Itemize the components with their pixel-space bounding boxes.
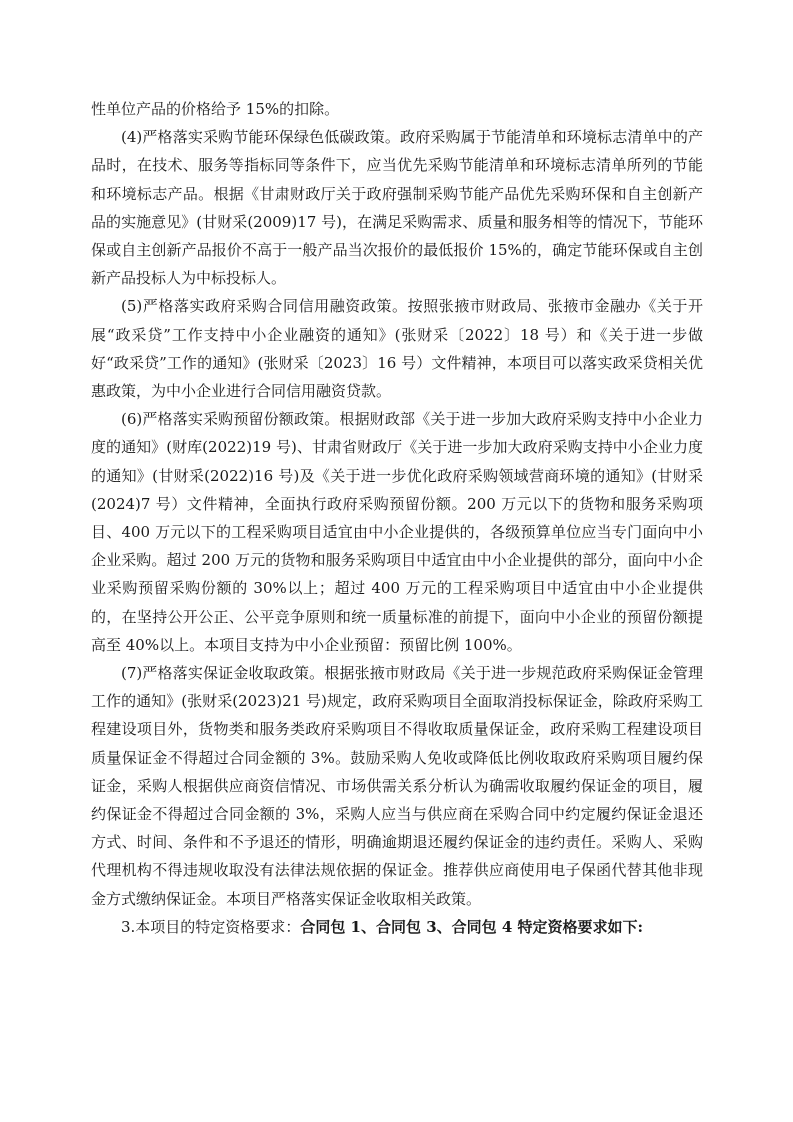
- document-body: [91, 95, 703, 941]
- paragraph-reserved-share-policy: (6)严格落实采购预留份额政策。根据财政部《关于进一步加大政府采购支持中小企业力度的通知》(财库(2022)19 号)、甘肃省财政厅《关于进一步加大政府采购支持中小企业力度的通知》(甘财采(2022)16 号)及《关于进一步优化政府采购领域营商环境的通知》(甘财采(2024)7 号）文件精神，全面执行政府采购预留份额。200 万元以下的货物和服务采购项目、400 万元以下的工程采购项目适宜由中小企业提供的，各级预算单位应当专门面向中小企业采购。超过 200 万元的货物和服务采购项目中适宜由中小企业提供的部分，面向中小企业采购预留采购份额的 30%以上；超过 400 万元的工程采购项目中适宜由中小企业提供的，在坚持公开公正、公平竞争原则和统一质量标准的前提下，面向中小企业的预留份额提高至 40%以上。本项目支持为中小企业预留：预留比例 100%。: [91, 410, 703, 654]
- requirement-prefix: 3.本项目的特定资格要求：: [121, 917, 301, 936]
- paragraph-energy-saving-policy: (4)严格落实采购节能环保绿色低碳政策。政府采购属于节能清单和环境标志清单中的产品时，在技术、服务等指标同等条件下，应当优先采购节能清单和环境标志清单所列的节能和环境标志产品。根据《甘肃财政厅关于政府强制采购节能产品优先采购环保和自主创新产品的实施意见》(甘财采(2009)17 号)，在满足采购需求、质量和服务相等的情况下，节能环保或自主创新产品报价不高于一般产品当次报价的最低报价 15%的，确定节能环保或自主创新产品投标人为中标投标人。: [91, 128, 703, 288]
- paragraph-credit-financing-policy: (5)严格落实政府采购合同信用融资政策。按照张掖市财政局、张掖市金融办《关于开展“政采贷”工作支持中小企业融资的通知》(张财采〔2022〕18 号）和《关于进一步做好“政采贷”工作的通知》(张财采〔2023〕16 号）文件精神，本项目可以落实政采贷相关优惠政策，为中小企业进行合同信用融资贷款。: [91, 297, 703, 401]
- paragraph-qualification-requirements: [91, 913, 703, 941]
- requirement-bold-text: 合同包 1、合同包 3、合同包 4 特定资格要求如下:: [300, 917, 644, 936]
- paragraph-deposit-policy: (7)严格落实保证金收取政策。根据张掖市财政局《关于进一步规范政府采购保证金管理工作的通知》(张财采(2023)21 号)规定，政府采购项目全面取消投标保证金，除政府采购工程建设项目外，货物类和服务类政府采购项目不得收取质量保证金，政府采购工程建设项目质量保证金不得超过合同金额的 3%。鼓励采购人免收或降低比例收取政府采购项目履约保证金，采购人根据供应商资信情况、市场供需关系分析认为确需收取履约保证金的项目，履约保证金不得超过合同金额的 3%，采购人应当与供应商在采购合同中约定履约保证金退还方式、时间、条件和不予退还的情形，明确逾期退还履约保证金的违约责任。采购人、采购代理机构不得违规收取没有法律法规依据的保证金。推荐供应商使用电子保函代替其他非现金方式缴纳保证金。本项目严格落实保证金收取相关政策。: [91, 664, 703, 908]
- paragraph-price-deduction: 性单位产品的价格给予 15%的扣除。: [91, 100, 340, 118]
